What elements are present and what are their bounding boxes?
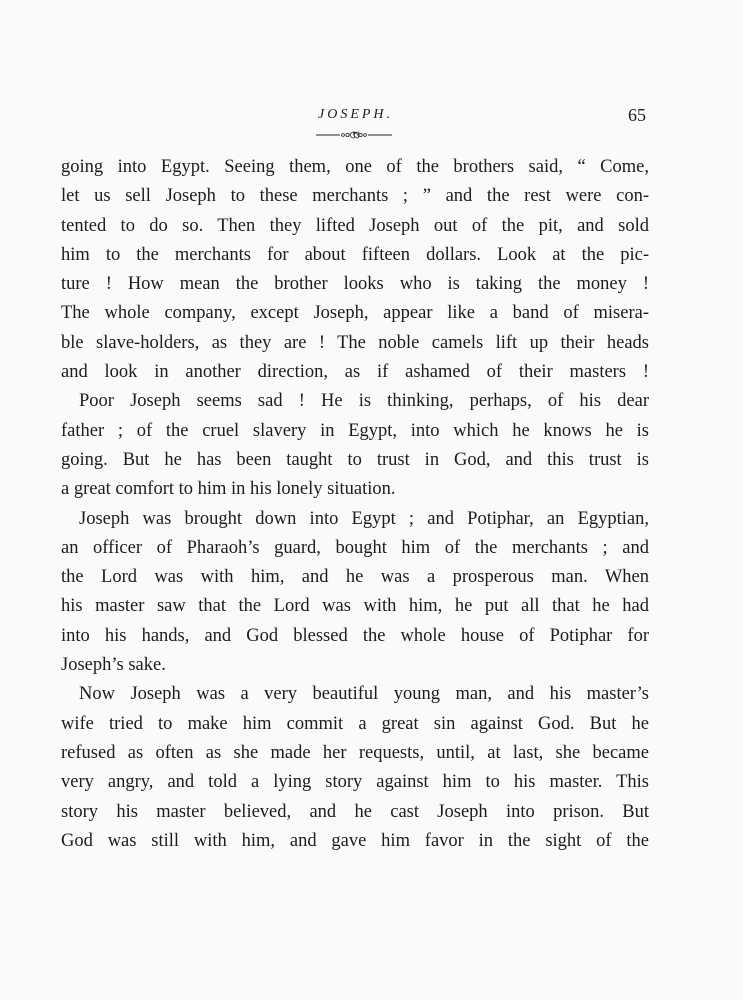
- text-line: an officer of Pharaoh’s guard, bought him of the merchants ; and: [61, 537, 649, 558]
- text-line: tented to do so. Then they lifted Joseph out of the pit, and sold: [61, 215, 649, 236]
- paragraph-3: [61, 505, 649, 681]
- text-line: let us sell Joseph to these merchants ; ” and the rest were con-: [61, 186, 649, 207]
- text-line: wife tried to make him commit a great sin against God. But he: [61, 713, 649, 734]
- paragraph-1: [61, 153, 649, 387]
- text-line: going into Egypt. Seeing them, one of the brothers said, “ Come,: [61, 157, 649, 177]
- text-line: Joseph was brought down into Egypt ; and Potiphar, an Egyptian,: [79, 508, 649, 529]
- ornament-divider: [316, 130, 392, 140]
- text-line: ble slave-holders, as they are ! The noble camels lift up their heads: [61, 332, 649, 353]
- text-line: The whole company, except Joseph, appear like a band of misera-: [61, 303, 649, 324]
- running-title: JOSEPH.: [318, 107, 394, 122]
- text-line: and look in another direction, as if ashamed of their masters !: [61, 362, 649, 383]
- text-line: God was still with him, and gave him favor in the sight of the: [61, 830, 649, 851]
- text-line: a great comfort to him in his lonely situation.: [61, 479, 396, 500]
- text-line: into his hands, and God blessed the whole house of Potiphar for: [61, 625, 649, 646]
- text-line: Poor Joseph seems sad ! He is thinking, perhaps, of his dear: [79, 391, 649, 412]
- text-line: him to the merchants for about fifteen dollars. Look at the pic-: [61, 244, 649, 265]
- text-line: father ; of the cruel slavery in Egypt, into which he knows he is: [61, 420, 649, 441]
- paragraph-4: [61, 680, 649, 856]
- text-line: Now Joseph was a very beautiful young man, and his master’s: [79, 684, 649, 705]
- text-line: very angry, and told a lying story against him to his master. This: [61, 772, 649, 793]
- page-number: 65: [628, 105, 646, 125]
- text-line: ture ! How mean the brother looks who is taking the money !: [61, 274, 649, 295]
- text-line: his master saw that the Lord was with him, he put all that he had: [61, 596, 649, 617]
- text-body: [61, 153, 649, 856]
- text-line: Joseph’s sake.: [61, 655, 166, 676]
- text-line: refused as often as she made her requests, until, at last, she became: [61, 742, 649, 763]
- running-head: [0, 100, 743, 140]
- text-line: story his master believed, and he cast Joseph into prison. But: [61, 801, 649, 822]
- text-line: the Lord was with him, and he was a prosperous man. When: [61, 567, 649, 588]
- text-line: going. But he has been taught to trust in God, and this trust is: [61, 449, 649, 470]
- paragraph-2: [61, 387, 649, 504]
